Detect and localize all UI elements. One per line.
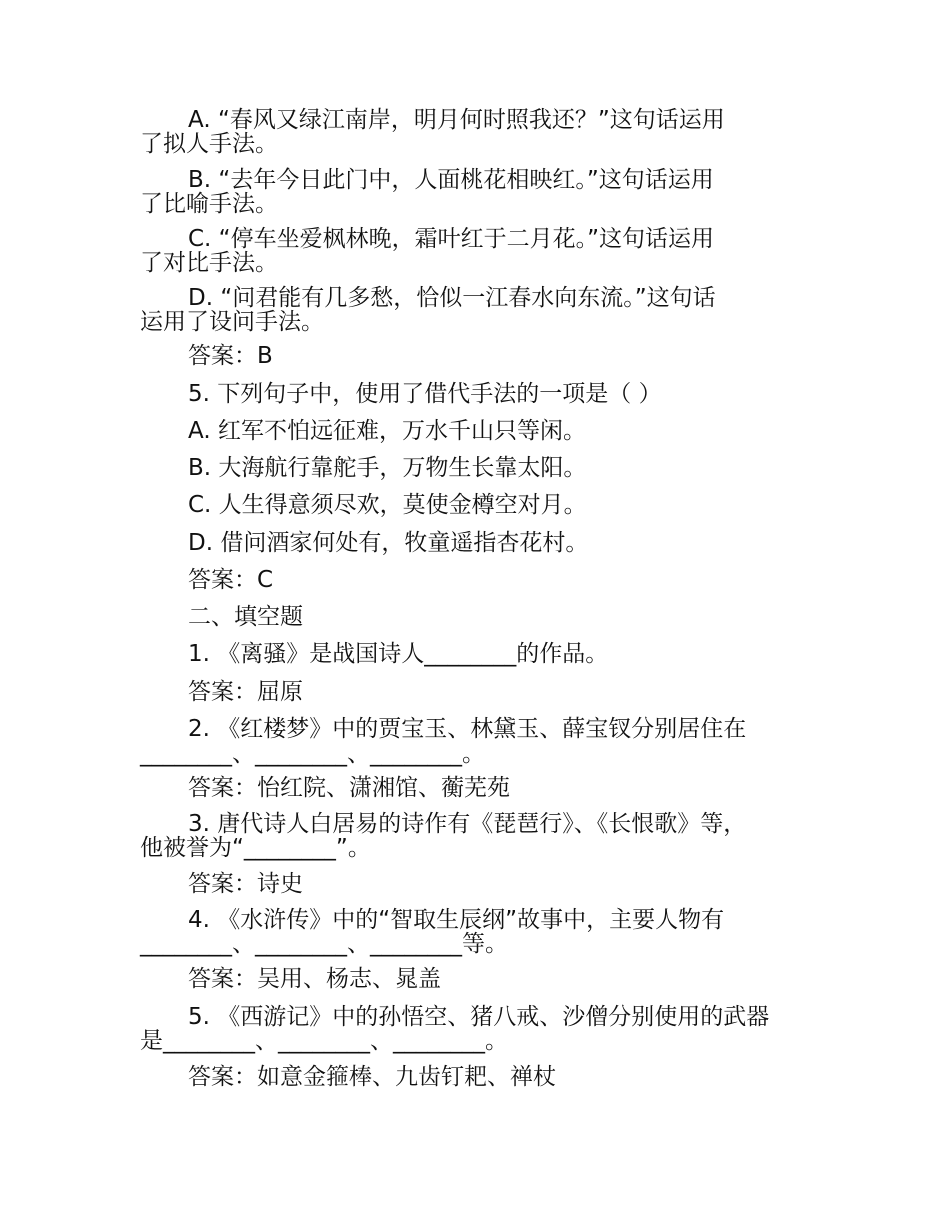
question-5-option-b: B. 大海航行靠舵手，万物生长靠太阳。 bbox=[188, 455, 587, 481]
fill-answer-3: 答案：诗史 bbox=[188, 871, 303, 897]
fill-question-5-cont: 是________、________、________。 bbox=[140, 1028, 508, 1054]
fill-question-3: 3. 唐代诗人白居易的诗作有《琵琶行》、《长恨歌》等， bbox=[188, 811, 747, 837]
fill-question-4: 4. 《水浒传》中的“智取生辰纲”故事中，主要人物有 bbox=[188, 907, 725, 933]
section-heading: 二、填空题 bbox=[188, 604, 303, 630]
fill-answer-2: 答案：怡红院、潇湘馆、蘅芜苑 bbox=[188, 775, 510, 801]
question-4-option-c-cont: 了对比手法。 bbox=[140, 250, 278, 276]
question-4-option-a-cont: 了拟人手法。 bbox=[140, 131, 278, 157]
fill-question-2-cont: ________、________、________。 bbox=[140, 741, 485, 767]
question-4-option-b: B. “去年今日此门中，人面桃花相映红。”这句话运用 bbox=[188, 167, 714, 193]
question-4-option-a: A. “春风又绿江南岸，明月何时照我还？”这句话运用 bbox=[188, 107, 725, 133]
fill-answer-1: 答案：屈原 bbox=[188, 679, 303, 705]
fill-answer-4: 答案：吴用、杨志、晁盖 bbox=[188, 966, 441, 992]
fill-question-3-cont: 他被誉为“________”。 bbox=[140, 835, 371, 861]
fill-answer-5: 答案：如意金箍棒、九齿钉耙、禅杖 bbox=[188, 1064, 556, 1090]
question-4-option-d-cont: 运用了设问手法。 bbox=[140, 309, 324, 335]
question-5-option-c: C. 人生得意须尽欢，莫使金樽空对月。 bbox=[188, 492, 587, 518]
question-4-option-c: C. “停车坐爱枫林晚，霜叶红于二月花。”这句话运用 bbox=[188, 226, 715, 252]
question-4-option-d: D. “问君能有几多愁，恰似一江春水向东流。”这句话 bbox=[188, 285, 716, 311]
answer-4: 答案：B bbox=[188, 343, 273, 369]
question-5-option-a: A. 红军不怕远征难，万水千山只等闲。 bbox=[188, 418, 586, 444]
fill-question-5: 5. 《西游记》中的孙悟空、猪八戒、沙僧分别使用的武器 bbox=[188, 1004, 770, 1030]
question-4-option-b-cont: 了比喻手法。 bbox=[140, 191, 278, 217]
fill-question-1: 1. 《离骚》是战国诗人________的作品。 bbox=[188, 641, 609, 667]
fill-question-2: 2. 《红楼梦》中的贾宝玉、林黛玉、薛宝钗分别居住在 bbox=[188, 716, 747, 742]
answer-5: 答案：C bbox=[188, 567, 274, 593]
question-5-option-d: D. 借问酒家何处有，牧童遥指杏花村。 bbox=[188, 530, 589, 556]
question-5: 5. 下列句子中，使用了借代手法的一项是（ ） bbox=[188, 381, 662, 407]
fill-question-4-cont: ________、________、________等。 bbox=[140, 931, 508, 957]
